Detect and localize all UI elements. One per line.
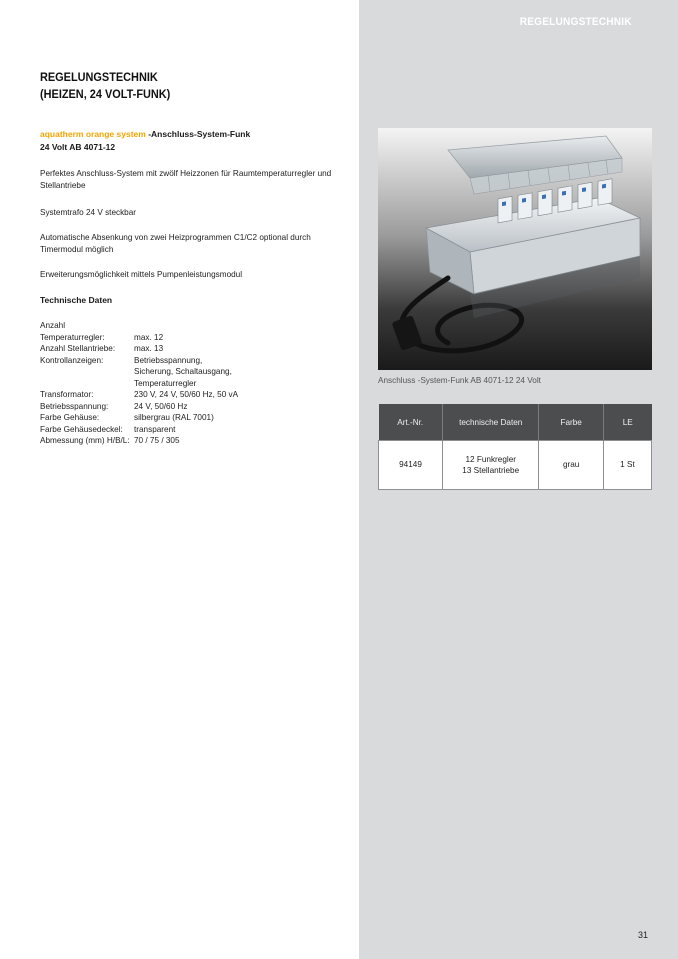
product-heading <box>40 128 250 154</box>
spec-value: max. 12 <box>134 332 164 342</box>
spec-value: Sicherung, Schaltausgang, <box>134 367 232 376</box>
spec-label: Abmessung (mm) H/B/L: <box>40 436 130 445</box>
description-paragraph-1: Perfektes Anschluss-System mit zwölf Heizzonen für Raumtemperaturregler und Stellantriebe <box>40 169 332 190</box>
spec-value: 24 V, 50/60 Hz <box>134 401 188 411</box>
cell-farbe: grau <box>539 441 604 490</box>
spec-value: Betriebsspannung, <box>134 355 203 365</box>
description-paragraph-4: Erweiterungsmöglichkeit mittels Pumpenleistungsmodul <box>40 270 243 279</box>
page-number: 31 <box>637 930 648 940</box>
column-header-technische-daten: technische Daten <box>443 404 539 441</box>
spec-value: silbergrau (RAL 7001) <box>134 413 214 422</box>
table-header-row <box>379 404 652 441</box>
product-photo-illustration <box>378 128 652 370</box>
spec-row <box>40 366 350 378</box>
spec-row <box>40 412 350 424</box>
page-title-line1: REGELUNGSTECHNIK <box>40 72 158 84</box>
product-model: 24 Volt AB 4071-12 <box>40 142 116 152</box>
section-tag: REGELUNGSTECHNIK <box>519 16 632 28</box>
spec-anzahl: Anzahl <box>40 321 66 330</box>
spec-row <box>40 424 350 436</box>
article-table <box>378 404 652 490</box>
spec-value: Temperaturregler <box>134 378 197 388</box>
photo-caption: Anschluss -System-Funk AB 4071-12 24 Volt <box>378 376 541 385</box>
spec-row <box>40 389 350 401</box>
description-paragraph-2: Systemtrafo 24 V steckbar <box>40 208 137 217</box>
spec-label <box>40 366 134 378</box>
spec-label: Farbe Gehäusedeckel: <box>40 424 123 434</box>
spec-label: Anzahl Stellantriebe: <box>40 344 116 353</box>
brand-name: aquatherm orange system <box>40 129 146 139</box>
description-paragraph-3: Automatische Absenkung von zwei Heizprogrammen C1/C2 optional durch Timermodul möglich <box>40 233 311 254</box>
spec-label <box>40 378 134 390</box>
column-header-art-nr: Art.-Nr. <box>379 404 443 441</box>
spec-row <box>40 343 350 355</box>
product-name: -Anschluss-System-Funk <box>145 129 251 139</box>
cell-daten-line1: 12 Funkregler <box>465 454 516 464</box>
cell-le: 1 St <box>603 441 651 490</box>
spec-label: Kontrollanzeigen: <box>40 355 104 365</box>
spec-row <box>40 401 350 413</box>
spec-list <box>40 320 350 447</box>
spec-label: Temperaturregler: <box>40 332 105 342</box>
spec-row <box>40 355 350 367</box>
spec-value: transparent <box>134 424 176 434</box>
table-row <box>379 441 652 490</box>
cell-art-nr: 94149 <box>379 441 443 490</box>
spec-row <box>40 435 350 447</box>
spec-label: Transformator: <box>40 390 94 399</box>
product-photo <box>378 128 652 370</box>
spec-row <box>40 332 350 344</box>
page-title <box>40 70 170 104</box>
spec-label: Betriebsspannung: <box>40 401 109 411</box>
tech-data-heading: Technische Daten <box>40 295 113 305</box>
spec-label: Farbe Gehäuse: <box>40 413 100 422</box>
spec-value: max. 13 <box>134 344 164 353</box>
page-title-line2: (HEIZEN, 24 VOLT-FUNK) <box>40 89 171 101</box>
spec-value: 230 V, 24 V, 50/60 Hz, 50 vA <box>134 390 239 399</box>
spec-value: 70 / 75 / 305 <box>134 436 180 445</box>
cell-technische-daten <box>443 441 539 490</box>
column-header-le: LE <box>603 404 651 441</box>
cell-daten-line2: 13 Stellantriebe <box>462 466 520 475</box>
spec-row <box>40 378 350 390</box>
column-header-farbe: Farbe <box>539 404 604 441</box>
